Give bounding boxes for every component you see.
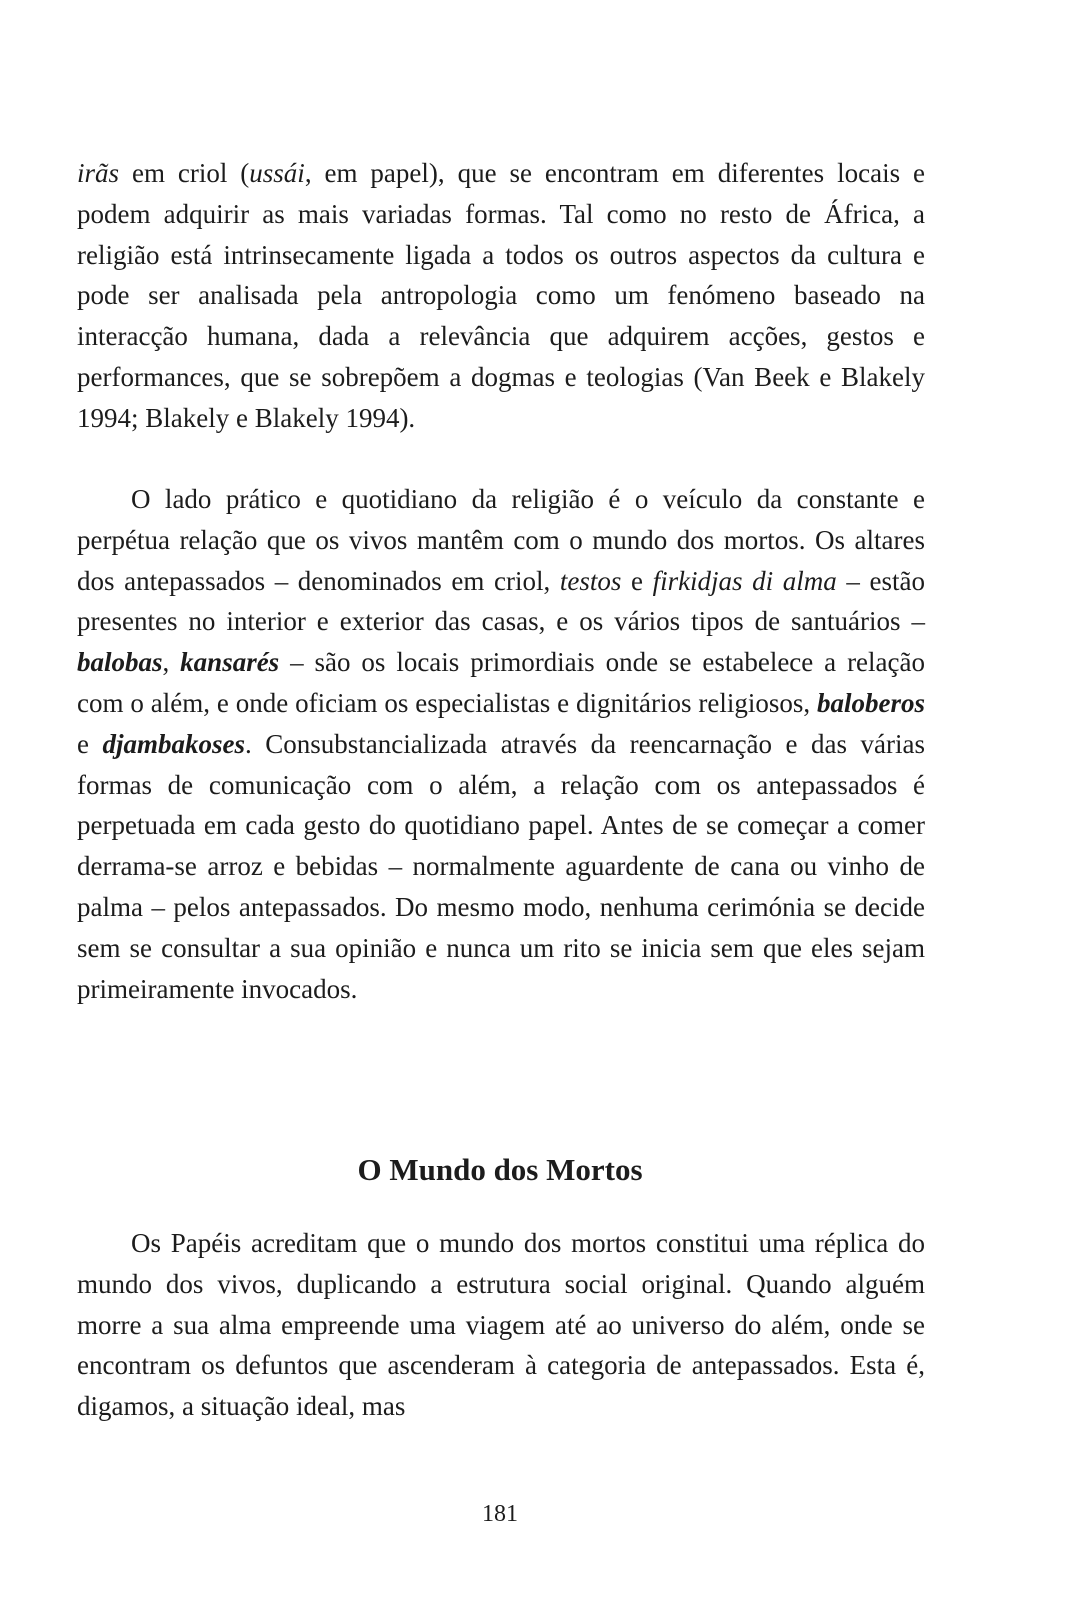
segment: , (162, 647, 181, 678)
page-number: 181 (482, 1501, 518, 1527)
segment: – são os locais primordiais onde se estabelece a relação com o além, e onde oficiam os especialistas e dignitários religiosos, (77, 647, 925, 718)
segment: baloberos (817, 687, 925, 718)
section-heading: O Mundo dos Mortos (357, 1152, 643, 1187)
segment: O lado prático e quotidiano da religião é o veículo da constante e perpétua relação que os vivos mantêm com o mundo dos mortos. Os altares dos antepassados – denominados em criol, (77, 484, 925, 596)
segment: djambakoses (102, 728, 246, 759)
segment: Os Papéis acreditam que o mundo dos mortos constitui uma réplica do mundo dos vivos, duplicando a estrutura social original. Quando alguém morre a sua alma empreende uma viagem até ao universo do além, onde se encontram os defuntos que ascenderam à categoria de antepassados. Esta é, digamos, a situação ideal, mas (77, 1228, 925, 1422)
body-paragraph-3 (77, 1223, 925, 1427)
segment: . Consubstancializada através da reencarnação e das várias formas de comunicação com o além, a relação com os antepassados é perpetuada em cada gesto do quotidiano papel. Antes de se começar a comer derrama-se arroz e bebidas – normalmente aguardente de cana ou vinho de palma – pelos antepassados. Do mesmo modo, nenhuma cerimónia se decide sem se consultar a sua opinião e nunca um rito se inicia sem que eles sejam primeiramente invocados. (77, 728, 926, 1004)
segment: ussái (249, 158, 305, 188)
segment: testos (559, 565, 622, 596)
segment: e (621, 565, 653, 596)
segment: , em papel), que se encontram em diferentes locais e podem adquirir as mais variadas formas. Tal como no resto de África, a religião está intrinsecamente ligada a todos os outros aspectos da cultura e pode ser analisada pela antropologia como um fenómeno baseado na interacção humana, dada a relevância que adquirem acções, gestos e performances, que se sobrepõem a dogmas e teologias (Van Beek e Blakely 1994; Blakely e Blakely 1994). (77, 158, 925, 433)
body-paragraph-1 (77, 153, 925, 439)
segment: – estão presentes no interior e exterior das casas, e os vários tipos de santuários – (77, 565, 925, 637)
segment: e (77, 728, 103, 759)
segment: irãs (77, 158, 120, 188)
segment: em criol ( (119, 158, 250, 188)
segment: firkidjas di alma (652, 565, 837, 596)
segment: balobas (77, 647, 163, 678)
body-paragraph-2 (77, 479, 925, 1009)
segment: kansarés (180, 647, 280, 678)
